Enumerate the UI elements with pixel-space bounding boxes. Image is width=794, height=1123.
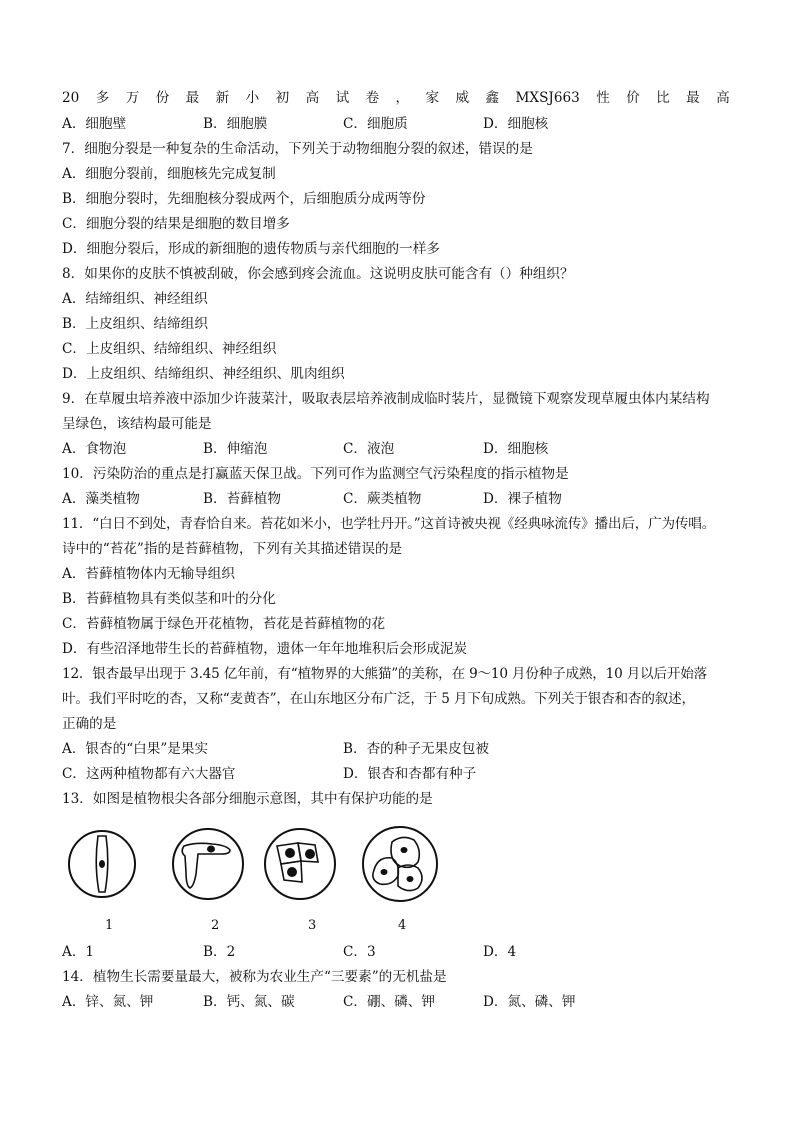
q10-option-b[interactable]: B．苔藓植物 (203, 491, 281, 507)
q8-option-a[interactable]: A．结缔组织、神经组织 (62, 291, 208, 307)
cell-2-figure (173, 829, 243, 899)
q6-option-b[interactable]: B．细胞膜 (203, 116, 268, 132)
cell-3-figure (265, 829, 335, 899)
header-char: 威 (455, 90, 470, 106)
header-char: 万 (125, 90, 140, 106)
header-banner (62, 88, 730, 108)
q12-option-a[interactable]: A．银杏的“白果”是果实 (62, 741, 209, 757)
q10-option-d[interactable]: D．裸子植物 (483, 491, 562, 507)
q7-option-b[interactable]: B．细胞分裂时，先细胞核分裂成两个，后细胞质分成两等份 (62, 191, 426, 207)
header-char: 份 (155, 90, 170, 106)
q6-options (62, 114, 762, 134)
cell-4-figure (363, 827, 437, 901)
q9-option-a[interactable]: A．食物泡 (62, 441, 127, 457)
q7-option-c[interactable]: C．细胞分裂的结果是细胞的数目增多 (62, 216, 290, 232)
q14-stem: 14．植物生长需要量最大，被称为农业生产“三要素”的无机盐是 (62, 969, 447, 985)
header-char: 20 (62, 90, 80, 106)
q8-option-c[interactable]: C．上皮组织、结缔组织、神经组织 (62, 341, 277, 357)
q14-option-a[interactable]: A．锌、氮、钾 (62, 994, 154, 1010)
q13-option-c[interactable]: C．3 (343, 944, 376, 960)
q12-stem-line2: 叶。我们平时吃的杏，又称“麦黄杏”，在山东地区分布广泛，于 5 月下旬成熟。下列关于银杏和杏的叙述， (62, 691, 695, 707)
q12-option-d[interactable]: D．银杏和杏都有种子 (343, 766, 477, 782)
q12-options-row2 (62, 764, 762, 784)
header-char: 性 (596, 90, 610, 106)
header-code: MXSJ663 (515, 90, 580, 106)
cell-label-2: 2 (211, 918, 220, 933)
header-char: 卷 (365, 90, 380, 106)
header-char: 多 (95, 90, 110, 106)
q12-option-b[interactable]: B．杏的种子无果皮包被 (343, 741, 489, 757)
q10-stem: 10．污染防治的重点是打赢蓝天保卫战。下列可作为监测空气污染程度的指示植物是 (62, 466, 569, 482)
header-char: 高 (305, 90, 320, 106)
header-char: 初 (275, 90, 290, 106)
header-char: 高 (716, 90, 730, 106)
q13-option-a[interactable]: A．1 (62, 944, 95, 960)
cell-label-3: 3 (308, 918, 317, 933)
q6-option-a[interactable]: A．细胞壁 (62, 116, 127, 132)
q8-option-b[interactable]: B．上皮组织、结缔组织 (62, 316, 208, 332)
q14-option-b[interactable]: B．钙、氮、碳 (203, 994, 295, 1010)
q9-option-b[interactable]: B．伸缩泡 (203, 441, 268, 457)
cell-label-1: 1 (105, 918, 114, 933)
q10-option-c[interactable]: C．蕨类植物 (343, 491, 422, 507)
header-char: 价 (626, 90, 640, 106)
header-char: ， (395, 90, 410, 106)
q9-option-c[interactable]: C．液泡 (343, 441, 395, 457)
header-char: 比 (656, 90, 670, 106)
q12-option-c[interactable]: C．这两种植物都有六大器官 (62, 766, 236, 782)
q11-option-a[interactable]: A．苔藓植物体内无输导组织 (62, 566, 235, 582)
header-char: 新 (215, 90, 230, 106)
q14-options (62, 992, 762, 1012)
q11-option-b[interactable]: B．苔藓植物具有类似茎和叶的分化 (62, 591, 276, 607)
q7-stem: 7．细胞分裂是一种复杂的生命活动，下列关于动物细胞分裂的叙述，错误的是 (62, 141, 533, 157)
q8-option-d[interactable]: D．上皮组织、结缔组织、神经组织、肌肉组织 (62, 366, 345, 382)
q9-stem-line2: 呈绿色，该结构最可能是 (62, 416, 212, 432)
q13-option-b[interactable]: B．2 (203, 944, 236, 960)
q7-option-a[interactable]: A．细胞分裂前，细胞核先完成复制 (62, 166, 276, 182)
q12-stem-line1: 12．银杏最早出现于 3.45 亿年前，有“植物界的大熊猫”的美称，在 9～10 月份种子成熟，10 月以后开始落 (62, 666, 708, 682)
q9-stem-line1: 9．在草履虫培养液中添加少许菠菜汁，吸取表层培养液制成临时装片，显微镜下观察发现草履虫体内某结构 (62, 391, 710, 407)
q6-option-d[interactable]: D．细胞核 (483, 116, 549, 132)
q11-stem-line1: 11．“白日不到处，青春恰自来。苔花如米小，也学牡丹开。”这首诗被央视《经典咏流传》播出后，广为传唱。 (62, 516, 716, 532)
cell-label-4: 4 (398, 918, 407, 933)
q11-stem-line2: 诗中的“苔花”指的是苔藓植物，下列有关其描述错误的是 (62, 541, 403, 557)
q10-options (62, 489, 762, 509)
header-char: 最 (185, 90, 200, 106)
q11-option-c[interactable]: C．苔藓植物属于绿色开花植物，苔花是苔藓植物的花 (62, 616, 386, 632)
q13-stem: 13．如图是植物根尖各部分细胞示意图，其中有保护功能的是 (62, 791, 433, 807)
q13-option-d[interactable]: D．4 (483, 944, 517, 960)
q6-option-c[interactable]: C．细胞质 (343, 116, 408, 132)
q9-option-d[interactable]: D．细胞核 (483, 441, 549, 457)
cell-1-figure (69, 831, 135, 897)
header-char: 最 (686, 90, 700, 106)
q13-options (62, 942, 762, 962)
header-char: 家 (425, 90, 440, 106)
q11-option-d[interactable]: D．有些沼泽地带生长的苔藓植物，遗体一年年地堆积后会形成泥炭 (62, 641, 468, 657)
header-char: 鑫 (485, 90, 500, 106)
q9-options (62, 439, 762, 459)
header-char: 小 (245, 90, 260, 106)
q14-option-d[interactable]: D．氮、磷、钾 (483, 994, 576, 1010)
q8-stem: 8．如果你的皮肤不慎被刮破，你会感到疼会流血。这说明皮肤可能含有（）种组织？ (62, 266, 574, 282)
header-char: 试 (335, 90, 350, 106)
q14-option-c[interactable]: C．硼、磷、钾 (343, 994, 435, 1010)
q10-option-a[interactable]: A．藻类植物 (62, 491, 140, 507)
q7-option-d[interactable]: D．细胞分裂后，形成的新细胞的遗传物质与亲代细胞的一样多 (62, 241, 440, 257)
q12-options-row1 (62, 739, 762, 759)
q12-stem-line3: 正确的是 (62, 716, 117, 732)
